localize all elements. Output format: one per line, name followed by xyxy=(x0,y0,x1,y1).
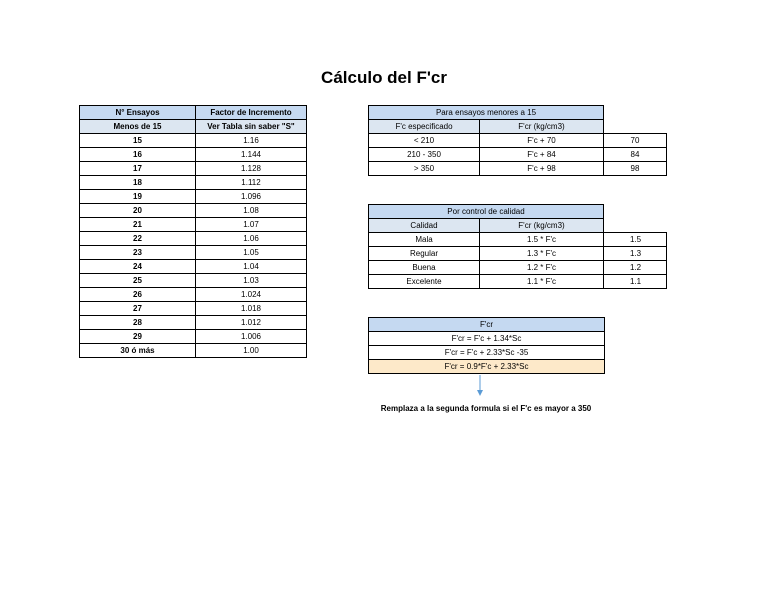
factor-value: 1.128 xyxy=(196,162,307,176)
menores15-table xyxy=(368,105,667,176)
factor-value: 1.00 xyxy=(196,344,307,358)
ensayos-count: 23 xyxy=(80,246,196,260)
table-row xyxy=(80,176,307,190)
ensayos-count: 27 xyxy=(80,302,196,316)
table-row xyxy=(80,218,307,232)
table-row xyxy=(80,162,307,176)
table-row xyxy=(80,316,307,330)
table-row xyxy=(80,246,307,260)
calidad-factor: 1.1 xyxy=(604,275,667,289)
calidad-label: Excelente xyxy=(369,275,480,289)
ensayos-count: 22 xyxy=(80,232,196,246)
ensayos-count: 16 xyxy=(80,148,196,162)
ensayos-count: 20 xyxy=(80,204,196,218)
fcr-formula: F'c + 70 xyxy=(480,134,604,148)
fc-especificado: > 350 xyxy=(369,162,480,176)
table-row xyxy=(80,190,307,204)
ensayos-count: 18 xyxy=(80,176,196,190)
calidad-label: Regular xyxy=(369,247,480,261)
header-fcr: F'cr (kg/cm3) xyxy=(480,120,604,134)
header-calidad: Calidad xyxy=(369,219,480,233)
calidad-label: Mala xyxy=(369,233,480,247)
fcr-formula-3: F'cr = 0.9*F'c + 2.33*Sc xyxy=(369,360,605,374)
factor-value: 1.006 xyxy=(196,330,307,344)
calidad-factor: 1.2 xyxy=(604,261,667,275)
calidad-formula: 1.3 * F'c xyxy=(480,247,604,261)
calidad-table xyxy=(368,204,667,289)
fcr-formula-1: F'cr = F'c + 1.34*Sc xyxy=(369,332,605,346)
fcr-increment: 70 xyxy=(604,134,667,148)
table-row xyxy=(369,275,667,289)
header-ensayos: N° Ensayos xyxy=(80,106,196,120)
factor-value: 1.08 xyxy=(196,204,307,218)
down-arrow-icon xyxy=(475,375,485,397)
fc-especificado: 210 - 350 xyxy=(369,148,480,162)
table-row xyxy=(369,261,667,275)
calidad-factor: 1.3 xyxy=(604,247,667,261)
header-fc-especificado: F'c especificado xyxy=(369,120,480,134)
factor-value: 1.144 xyxy=(196,148,307,162)
table-row xyxy=(369,247,667,261)
ensayos-count: 19 xyxy=(80,190,196,204)
calidad-formula: 1.2 * F'c xyxy=(480,261,604,275)
table-row xyxy=(80,274,307,288)
table-row xyxy=(80,204,307,218)
table-row xyxy=(80,232,307,246)
ensayos-count: 26 xyxy=(80,288,196,302)
table-row xyxy=(369,134,667,148)
table-row xyxy=(80,302,307,316)
ensayos-count: 21 xyxy=(80,218,196,232)
factor-value: 1.07 xyxy=(196,218,307,232)
ensayos-table xyxy=(79,105,307,358)
table-row xyxy=(80,134,307,148)
calidad-factor: 1.5 xyxy=(604,233,667,247)
factor-value: 1.018 xyxy=(196,302,307,316)
header-fcr-calidad: F'cr (kg/cm3) xyxy=(480,219,604,233)
table-row xyxy=(80,148,307,162)
table-row xyxy=(369,162,667,176)
fcr-formula: F'c + 84 xyxy=(480,148,604,162)
calidad-formula: 1.1 * F'c xyxy=(480,275,604,289)
factor-value: 1.096 xyxy=(196,190,307,204)
calidad-label: Buena xyxy=(369,261,480,275)
factor-value: 1.03 xyxy=(196,274,307,288)
factor-value: 1.16 xyxy=(196,134,307,148)
table-row xyxy=(80,260,307,274)
header-factor: Factor de Incremento xyxy=(196,106,307,120)
table-row xyxy=(369,233,667,247)
table-row xyxy=(369,148,667,162)
table-row xyxy=(80,330,307,344)
ensayos-count: 24 xyxy=(80,260,196,274)
fcr-table xyxy=(368,317,605,374)
table-row xyxy=(80,288,307,302)
ensayos-count: 25 xyxy=(80,274,196,288)
factor-value: 1.112 xyxy=(196,176,307,190)
factor-value: 1.024 xyxy=(196,288,307,302)
subheader-ver-tabla: Ver Tabla sin saber "S" xyxy=(196,120,307,134)
page-title: Cálculo del F'cr xyxy=(321,68,447,87)
note-text: Remplaza a la segunda formula si el F'c es mayor a 350 xyxy=(380,404,592,413)
subheader-menos15: Menos de 15 xyxy=(80,120,196,134)
ensayos-count: 28 xyxy=(80,316,196,330)
table-row xyxy=(80,344,307,358)
fcr-increment: 84 xyxy=(604,148,667,162)
fcr-increment: 98 xyxy=(604,162,667,176)
fcr-title: F'cr xyxy=(369,318,605,332)
factor-value: 1.06 xyxy=(196,232,307,246)
ensayos-count: 17 xyxy=(80,162,196,176)
factor-value: 1.04 xyxy=(196,260,307,274)
ensayos-count: 15 xyxy=(80,134,196,148)
fc-especificado: < 210 xyxy=(369,134,480,148)
fcr-formula-2: F'cr = F'c + 2.33*Sc -35 xyxy=(369,346,605,360)
ensayos-count: 29 xyxy=(80,330,196,344)
ensayos-count: 30 ó más xyxy=(80,344,196,358)
factor-value: 1.012 xyxy=(196,316,307,330)
calidad-title: Por control de calidad xyxy=(369,205,604,219)
menores15-title: Para ensayos menores a 15 xyxy=(369,106,604,120)
factor-value: 1.05 xyxy=(196,246,307,260)
calidad-formula: 1.5 * F'c xyxy=(480,233,604,247)
fcr-formula: F'c + 98 xyxy=(480,162,604,176)
